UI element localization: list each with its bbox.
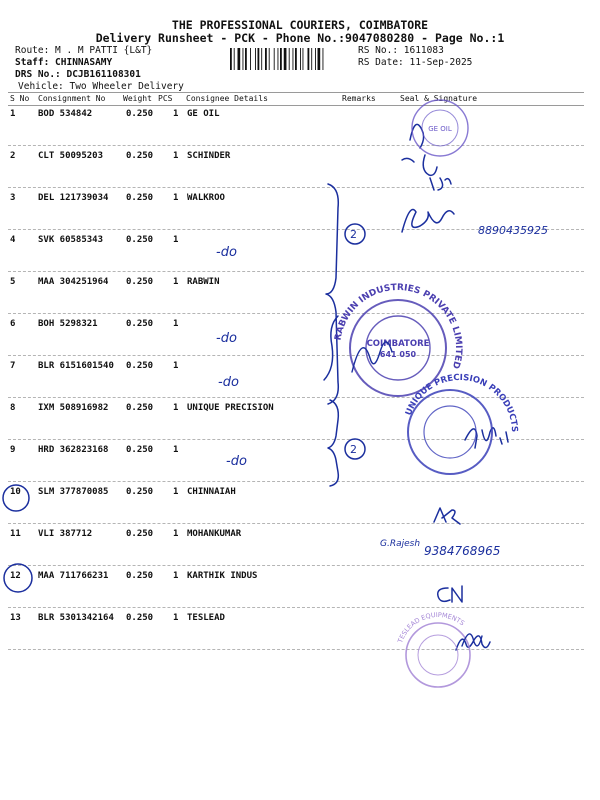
row-consignee: GE OIL xyxy=(187,109,220,119)
column-consignment: Consignment No xyxy=(38,94,106,103)
row-sno: 9 xyxy=(10,445,16,455)
column-consignee: Consignee Details xyxy=(186,94,268,103)
row-sno: 2 xyxy=(10,151,16,161)
row-divider xyxy=(8,145,584,146)
svg-text:UNIQUE PRECISION PRODUCTS xyxy=(404,373,519,432)
column-weight: Weight xyxy=(123,94,152,103)
circle-count-2 xyxy=(345,439,365,459)
row-pcs: 1 xyxy=(173,109,179,119)
brace-row5-7 xyxy=(324,316,338,380)
row-divider xyxy=(8,229,584,230)
row-divider xyxy=(8,397,584,398)
row-consignee: SCHINDER xyxy=(187,151,231,161)
row-pcs: 1 xyxy=(173,445,179,455)
row-consignment: MAA 304251964 xyxy=(38,277,109,287)
seal-stamp-row1 xyxy=(412,100,468,156)
row-consignee: CHINNAIAH xyxy=(187,487,236,497)
stamp2-ring-text: RABWIN INDUSTRIES PRIVATE LIMITED xyxy=(333,282,464,370)
row-weight: 0.250 xyxy=(126,277,154,287)
signature-row2 xyxy=(423,155,437,175)
row-consignee: MOHANKUMAR xyxy=(187,529,242,539)
row-weight: 0.250 xyxy=(126,109,154,119)
receiver-name-row11: G.Rajesh xyxy=(380,539,421,549)
row-weight: 0.250 xyxy=(126,487,154,497)
row-divider xyxy=(8,187,584,188)
row-pcs: 1 xyxy=(173,151,179,161)
row-weight: 0.250 xyxy=(126,361,154,371)
seal-stamp-rabwin xyxy=(333,283,463,396)
stamp2-pin: 641 050 xyxy=(379,350,417,359)
count-brace-1: 2 xyxy=(350,228,357,241)
row-sno: 10 xyxy=(10,487,21,497)
row-pcs: 1 xyxy=(173,193,179,203)
row-divider xyxy=(8,271,584,272)
signature-row5 xyxy=(352,342,392,372)
column-pcs: PCS xyxy=(158,94,173,103)
stamp4-ring-text: TESLEAD EQUIPMENTS xyxy=(396,610,466,644)
row-divider xyxy=(8,565,584,566)
row-consignment: BLR 6151601540 xyxy=(38,361,114,371)
brace-group-2 xyxy=(328,400,338,486)
drs-label: DRS No.: DCJB161108301 xyxy=(15,69,141,80)
signature-row13-over xyxy=(462,634,482,646)
row-pcs: 1 xyxy=(173,487,179,497)
row-consignee: RABWIN xyxy=(187,277,220,287)
row-sno: 1 xyxy=(10,109,16,119)
row-sno: 13 xyxy=(10,613,21,623)
row-weight: 0.250 xyxy=(126,403,154,413)
row-consignment: BOD 534842 xyxy=(38,109,93,119)
column-sno: S No xyxy=(10,94,30,103)
row-consignment: BOH 5298321 xyxy=(38,319,98,329)
ditto-row4: -do xyxy=(216,245,237,260)
row-consignment: MAA 711766231 xyxy=(38,571,109,581)
row-sno: 7 xyxy=(10,361,16,371)
staff-label: Staff: CHINNASAMY xyxy=(15,57,113,68)
stamp3-ring-text: UNIQUE PRECISION PRODUCTS xyxy=(403,372,520,433)
row-sno: 6 xyxy=(10,319,16,329)
column-remarks: Remarks xyxy=(342,94,376,103)
row-pcs: 1 xyxy=(173,277,179,287)
row-consignment: DEL 121739034 xyxy=(38,193,109,203)
signature-row9 xyxy=(465,428,508,448)
signature-row12 xyxy=(438,586,462,602)
stamp2-city: COIMBATORE xyxy=(366,339,430,349)
row-pcs: 1 xyxy=(173,319,179,329)
stamp1-text: GE OIL xyxy=(428,125,452,133)
svg-text:TESLEAD EQUIPMENTS xyxy=(396,611,466,645)
row-consignment: SLM 377870085 xyxy=(38,487,109,497)
row-sno: 12 xyxy=(10,571,21,581)
row-weight: 0.250 xyxy=(126,235,154,245)
row-weight: 0.250 xyxy=(126,151,154,161)
row-divider xyxy=(8,649,584,650)
row-consignment: SVK 60585343 xyxy=(38,235,104,245)
row-consignee: KARTHIK INDUS xyxy=(187,571,258,581)
row-pcs: 1 xyxy=(173,613,179,623)
signature-row2-initials xyxy=(430,178,451,190)
row-weight: 0.250 xyxy=(126,445,154,455)
row-divider xyxy=(8,355,584,356)
row-consignment: HRD 362823168 xyxy=(38,445,109,455)
header-rule-top xyxy=(8,92,584,93)
circle-count-1 xyxy=(345,224,365,244)
row-divider xyxy=(8,607,584,608)
ditto-row7: -do xyxy=(218,375,239,390)
row-consignment: BLR 5301342164 xyxy=(38,613,114,623)
runsheet-title: Delivery Runsheet - PCK - Phone No.:9047080280 - Page No.:1 xyxy=(95,31,505,45)
row-sno: 8 xyxy=(10,403,16,413)
ditto-row6: -do xyxy=(216,331,237,346)
row-pcs: 1 xyxy=(173,571,179,581)
row-weight: 0.250 xyxy=(126,193,154,203)
row-pcs: 1 xyxy=(173,529,179,539)
header-rule-bottom xyxy=(8,105,584,106)
svg-text:RABWIN INDUSTRIES PRIVATE LIMI xyxy=(333,283,463,370)
vehicle-label: Vehicle: Two Wheeler Delivery xyxy=(18,81,184,92)
tick-row1 xyxy=(402,158,414,162)
phone-number-row11: 9384768965 xyxy=(424,544,501,558)
row-pcs: 1 xyxy=(173,403,179,413)
seal-stamp-unique xyxy=(404,373,519,474)
count-brace-2: 2 xyxy=(350,443,357,456)
row-consignment: IXM 508916982 xyxy=(38,403,109,413)
row-sno: 11 xyxy=(10,529,21,539)
ditto-row9: -do xyxy=(226,454,247,469)
row-consignment: VLI 387712 xyxy=(38,529,93,539)
phone-number-row3: 8890435925 xyxy=(478,224,548,237)
row-divider xyxy=(8,439,584,440)
row-pcs: 1 xyxy=(173,361,179,371)
row-consignee: UNIQUE PRECISION xyxy=(187,403,274,413)
company-title: THE PROFESSIONAL COURIERS, COIMBATORE xyxy=(171,18,429,32)
signature-row10 xyxy=(434,508,460,524)
barcode-image xyxy=(230,48,354,70)
route-label: Route: M . M PATTI {L&T} xyxy=(15,45,153,56)
row-pcs: 1 xyxy=(173,235,179,245)
brace-group-1 xyxy=(326,184,338,404)
row-sno: 4 xyxy=(10,235,16,245)
row-divider xyxy=(8,481,584,482)
column-seal: Seal & Signature xyxy=(400,94,478,103)
rs-no-label: RS No.: 1611083 xyxy=(358,45,444,56)
row-weight: 0.250 xyxy=(126,571,154,581)
signature-row13 xyxy=(456,636,490,650)
row-consignee: WALKROO xyxy=(187,193,225,203)
row-sno: 3 xyxy=(10,193,16,203)
rs-date-label: RS Date: 11-Sep-2025 xyxy=(358,57,473,68)
row-sno: 5 xyxy=(10,277,16,287)
row-weight: 0.250 xyxy=(126,319,154,329)
row-divider xyxy=(8,313,584,314)
row-consignee: TESLEAD xyxy=(187,613,225,623)
row-weight: 0.250 xyxy=(126,529,154,539)
row-consignment: CLT 50095203 xyxy=(38,151,104,161)
row-divider xyxy=(8,523,584,524)
row-weight: 0.250 xyxy=(126,613,154,623)
